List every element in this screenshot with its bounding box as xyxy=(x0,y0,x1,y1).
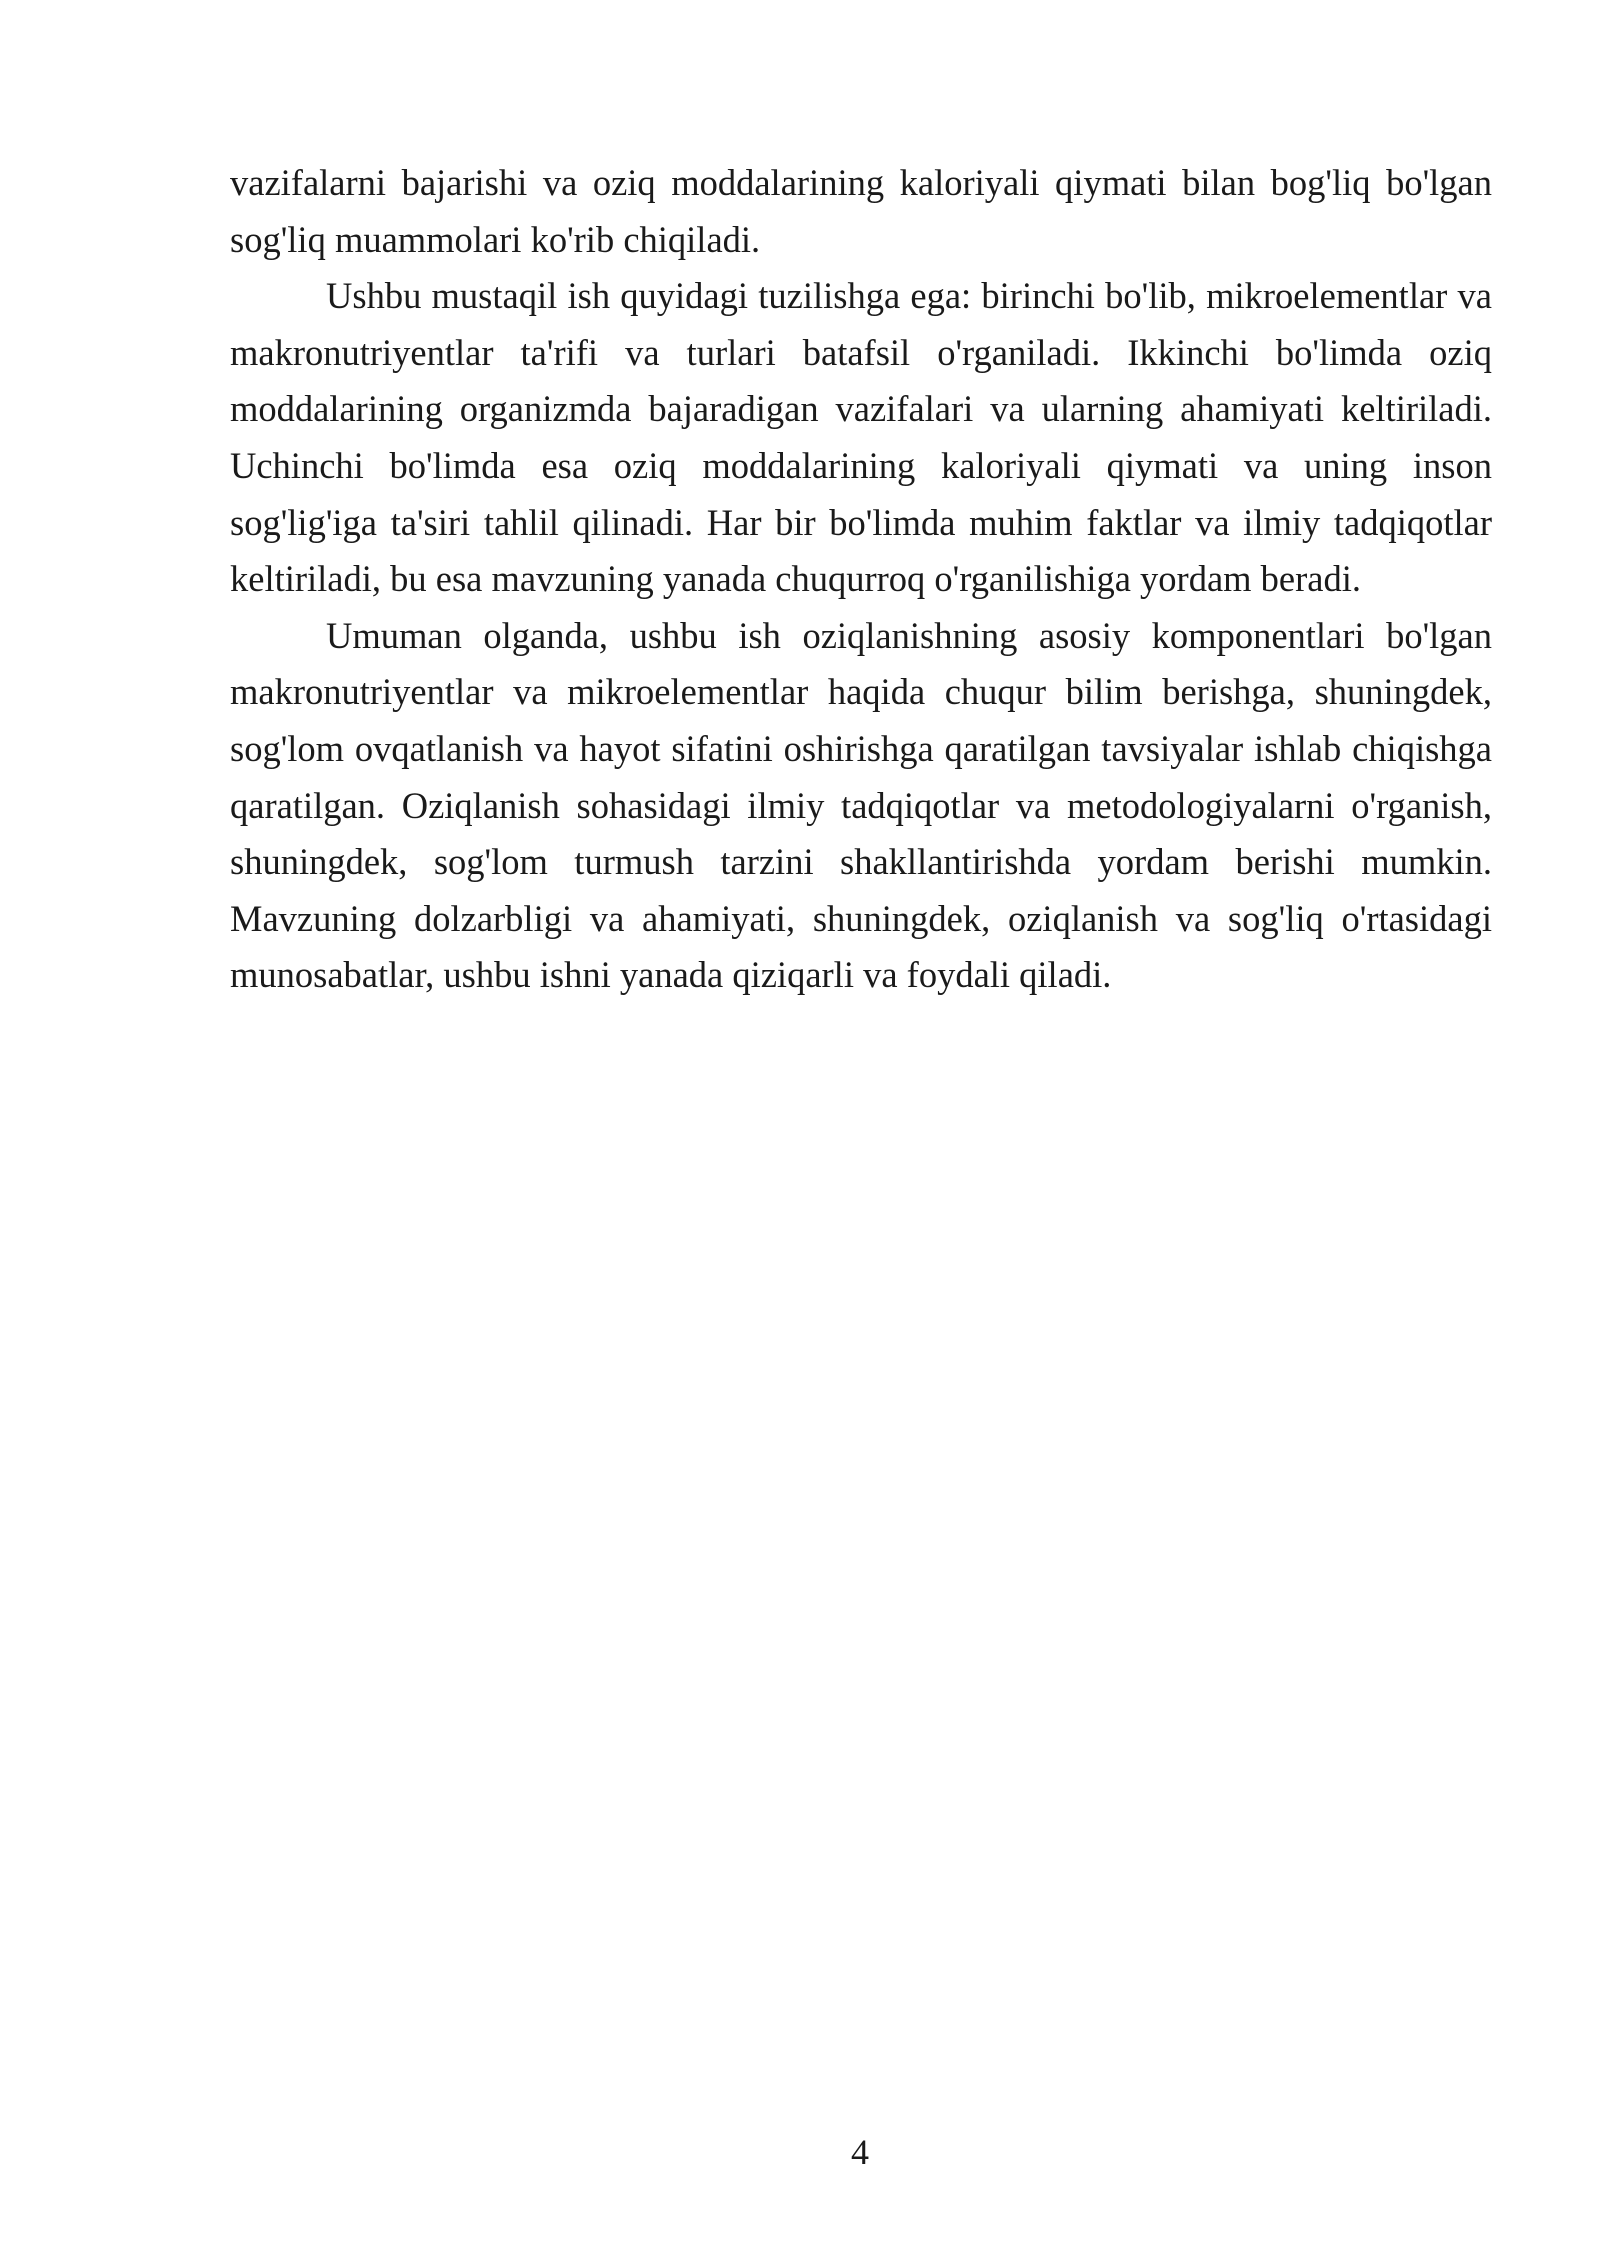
paragraph-summary: Umuman olganda, ushbu ish oziqlanishning asosiy komponentlari bo'lgan makronutriyentlar va mikroelementlar haqida chuqur bilim berishga, shuningdek, sog'lom ovqatlanish va hayot sifatini oshirishga qaratilgan tavsiyalar ishlab chiqishga qaratilgan. Oziqlanish sohasidagi ilmiy tadqiqotlar va metodologiyalarni o'rganish, shuningdek, sog'lom turmush tarzini shakllantirishda yordam berishi mumkin. Mavzuning dolzarbligi va ahamiyati, shuningdek, oziqlanish va sog'liq o'rtasidagi munosabatlar, ushbu ishni yanada qiziqarli va foydali qiladi. xyxy=(230,614,1492,996)
paragraph-continuation: vazifalarni bajarishi va oziq moddalarining kaloriyali qiymati bilan bog'liq bo'lgan sog'liq muammolari ko'rib chiqiladi. xyxy=(230,162,1492,260)
page-number: 4 xyxy=(851,2132,869,2172)
document-body xyxy=(230,155,1492,1004)
paragraph-structure: Ushbu mustaqil ish quyidagi tuzilishga ega: birinchi bo'lib, mikroelementlar va makronutriyentlar ta'rifi va turlari batafsil o'rganiladi. Ikkinchi bo'limda oziq moddalarining organizmda bajaradigan vazifalari va ularning ahamiyati keltiriladi. Uchinchi bo'limda esa oziq moddalarining kaloriyali qiymati va uning inson sog'lig'iga ta'siri tahlil qilinadi. Har bir bo'limda muhim faktlar va ilmiy tadqiqotlar keltiriladi, bu esa mavzuning yanada chuqurroq o'rganilishiga yordam beradi. xyxy=(230,275,1492,600)
